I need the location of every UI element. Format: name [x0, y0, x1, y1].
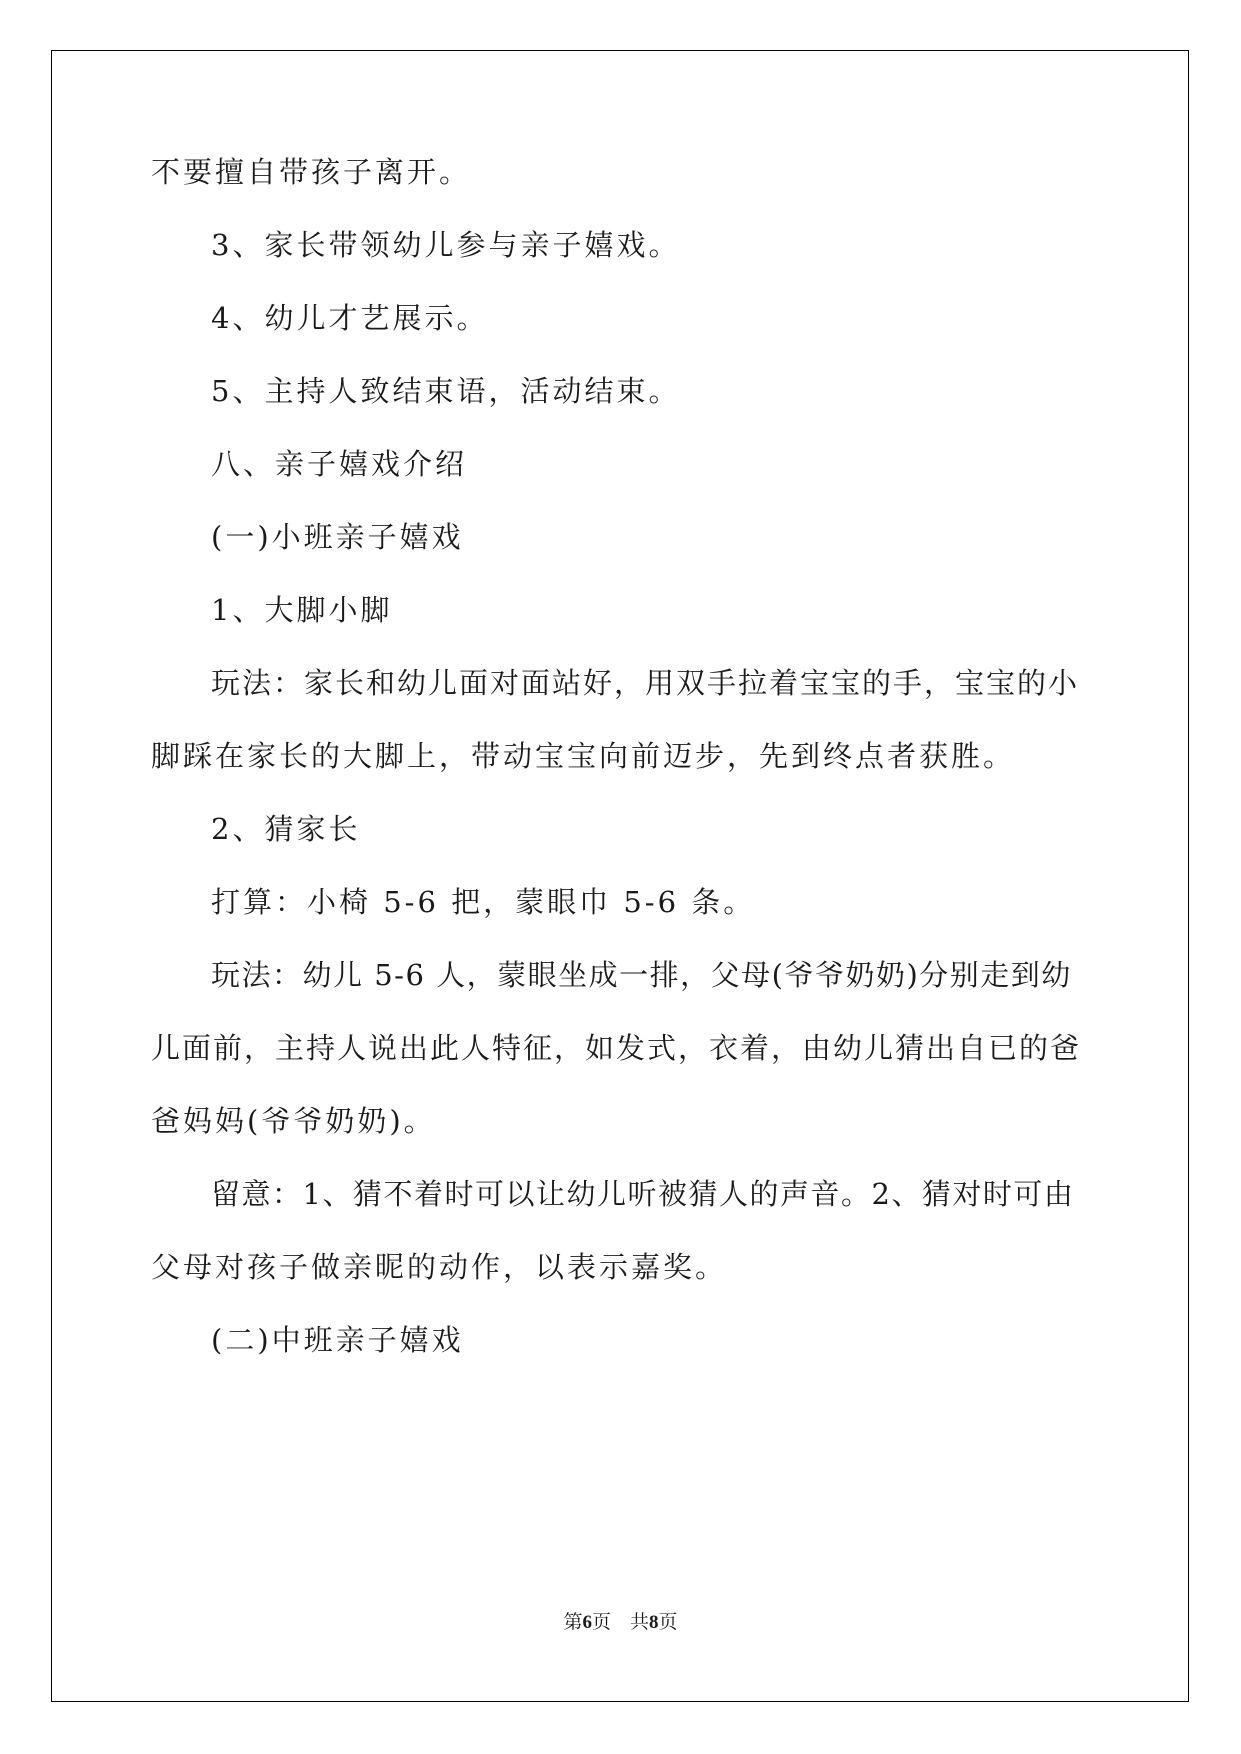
paragraph-line: 脚踩在家长的大脚上，带动宝宝向前迈步，先到终点者获胜。 — [151, 739, 1016, 773]
paragraph-line: 不要擅自带孩子离开。 — [151, 155, 472, 189]
paragraph-line: 玩法：幼儿 5-6 人，蒙眼坐成一排，父母(爷爷奶奶)分别走到幼 — [211, 958, 1072, 992]
total-page-number: 8 — [649, 1612, 659, 1633]
item-heading: 2、猜家长 — [211, 812, 361, 846]
paragraph-line: 儿面前，主持人说出此人特征，如发式，衣着，由幼儿猜出自已的爸 — [151, 1031, 1082, 1065]
paragraph-line: 打算：小椅 5-6 把，蒙眼巾 5-6 条。 — [211, 885, 756, 919]
paragraph-line: 爸妈妈(爷爷奶奶)。 — [151, 1104, 436, 1138]
page-footer — [0, 1610, 1241, 1635]
paragraph-line: 5、主持人致结束语，活动结束。 — [211, 374, 681, 408]
paragraph-line: 4、幼儿才艺展示。 — [211, 301, 489, 335]
subsection-heading: (二)中班亲子嬉戏 — [211, 1323, 464, 1357]
footer-mid: 页 共 — [591, 1611, 649, 1633]
paragraph-line: 父母对孩子做亲昵的动作，以表示嘉奖。 — [151, 1250, 728, 1284]
footer-suffix: 页 — [658, 1611, 678, 1633]
paragraph-line: 玩法：家长和幼儿面对面站好，用双手拉着宝宝的手，宝宝的小 — [211, 666, 1080, 700]
item-heading: 1、大脚小脚 — [211, 593, 393, 627]
footer-prefix: 第 — [563, 1611, 583, 1633]
section-heading: 八、亲子嬉戏介绍 — [211, 447, 468, 481]
paragraph-line: 3、家长带领幼儿参与亲子嬉戏。 — [211, 228, 681, 262]
paragraph-line: 留意：1、猜不着时可以让幼儿听被猜人的声音。2、猜对时可由 — [211, 1177, 1075, 1211]
subsection-heading: (一)小班亲子嬉戏 — [211, 520, 464, 554]
current-page-number: 6 — [582, 1612, 592, 1633]
